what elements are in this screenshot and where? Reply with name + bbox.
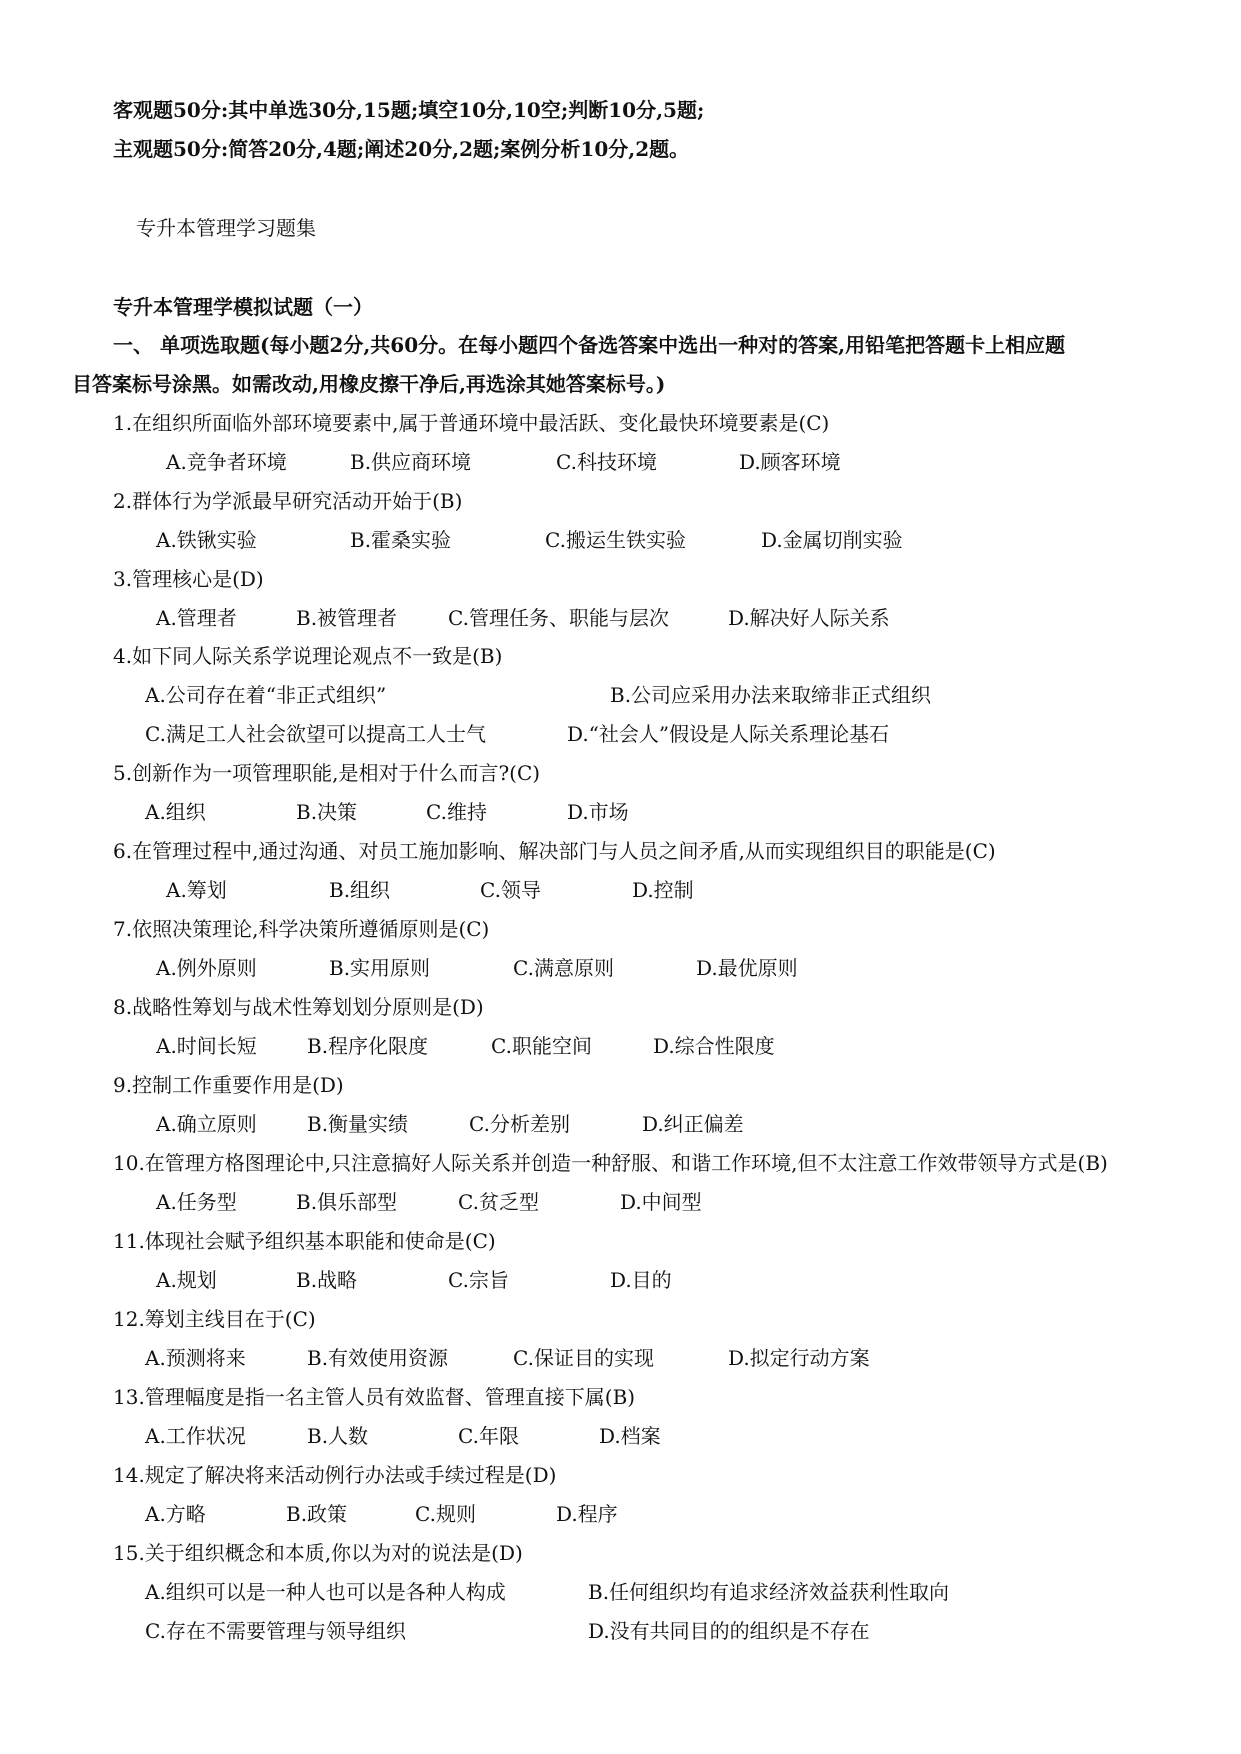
option-c: C.分析差别: [469, 1112, 570, 1136]
option-b: B.实用原则: [329, 956, 431, 980]
option-d: D.市场: [567, 800, 629, 824]
question-stem: 15.关于组织概念和本质,你以为对的说法是(D): [113, 1541, 523, 1565]
option-c: C.领导: [480, 878, 541, 902]
question-stem: 8.战略性筹划与战术性筹划划分原则是(D): [113, 995, 484, 1019]
score-summary-objective: 客观题50分:其中单选30分,15题;填空10分,10空;判断10分,5题;: [113, 98, 705, 122]
option-a: A.工作状况: [145, 1424, 246, 1448]
option-c: C.年限: [458, 1424, 519, 1448]
option-c: C.维持: [426, 800, 487, 824]
question-stem: 14.规定了解决将来活动例行办法或手续过程是(D): [113, 1463, 557, 1487]
option-b: B.有效使用资源: [307, 1346, 449, 1370]
question-stem: 6.在管理过程中,通过沟通、对员工施加影响、解决部门与人员之间矛盾,从而实现组织目的职能是(C): [113, 839, 996, 863]
option-a: A.确立原则: [156, 1112, 257, 1136]
option-c: C.职能空间: [491, 1034, 592, 1058]
option-a: A.时间长短: [156, 1034, 257, 1058]
option-d: D.综合性限度: [653, 1034, 775, 1058]
option-a: A.组织: [145, 800, 206, 824]
question-stem: 12.筹划主线目在于(C): [113, 1307, 316, 1331]
option-d: D.顾客环境: [739, 450, 841, 474]
question-stem: 10.在管理方格图理论中,只注意搞好人际关系并创造一种舒服、和谐工作环境,但不太注意工作效带领导方式是(B): [113, 1151, 1108, 1175]
option-b: B.俱乐部型: [296, 1190, 398, 1214]
option-a: A.管理者: [156, 606, 237, 630]
option-a: A.筹划: [166, 878, 227, 902]
question-stem: 5.创新作为一项管理职能,是相对于什么而言?(C): [113, 761, 541, 785]
option-c: C.科技环境: [556, 450, 657, 474]
question-stem: 2.群体行为学派最早研究活动开始于(B): [113, 489, 463, 513]
section-instructions-line2: 目答案标号涂黑。如需改动,用橡皮擦干净后,再选涂其她答案标号。): [72, 372, 666, 396]
score-summary-subjective: 主观题50分:简答20分,4题;阐述20分,2题;案例分析10分,2题。: [113, 137, 690, 161]
option-d: D.拟定行动方案: [728, 1346, 870, 1370]
option-b: B.供应商环境: [350, 450, 472, 474]
option-a: A.组织可以是一种人也可以是各种人构成: [145, 1580, 506, 1604]
option-c: C.搬运生铁实验: [545, 528, 686, 552]
collection-title: 专升本管理学习题集: [136, 216, 316, 240]
option-d: D.档案: [599, 1424, 661, 1448]
option-b: B.公司应采用办法来取缔非正式组织: [610, 683, 932, 707]
option-c: C.宗旨: [448, 1268, 509, 1292]
option-d: D.没有共同目的的组织是不存在: [588, 1619, 870, 1643]
option-b: B.政策: [286, 1502, 348, 1526]
question-stem: 7.依照决策理论,科学决策所遵循原则是(C): [113, 917, 490, 941]
option-b: B.决策: [296, 800, 358, 824]
exam-title: 专升本管理学模拟试题（一）: [113, 295, 373, 319]
question-stem: 13.管理幅度是指一名主管人员有效监督、管理直接下属(B): [113, 1385, 636, 1409]
option-b: B.霍桑实验: [350, 528, 452, 552]
option-d: D.最优原则: [696, 956, 798, 980]
option-a: A.方略: [145, 1502, 206, 1526]
option-c: C.规则: [415, 1502, 476, 1526]
option-d: D.纠正偏差: [642, 1112, 744, 1136]
option-d: D.“社会人”假设是人际关系理论基石: [567, 722, 890, 746]
option-b: B.任何组织均有追求经济效益获利性取向: [588, 1580, 950, 1604]
question-stem: 1.在组织所面临外部环境要素中,属于普通环境中最活跃、变化最快环境要素是(C): [113, 411, 830, 435]
option-c: C.满足工人社会欲望可以提高工人士气: [145, 722, 486, 746]
option-d: D.解决好人际关系: [728, 606, 890, 630]
option-a: A.预测将来: [145, 1346, 246, 1370]
question-stem: 11.体现社会赋予组织基本职能和使命是(C): [113, 1229, 496, 1253]
option-d: D.目的: [610, 1268, 672, 1292]
option-a: A.规划: [156, 1268, 217, 1292]
option-a: A.竞争者环境: [166, 450, 287, 474]
option-b: B.战略: [296, 1268, 358, 1292]
question-stem: 4.如下同人际关系学说理论观点不一致是(B): [113, 644, 503, 668]
option-b: B.程序化限度: [307, 1034, 429, 1058]
option-a: A.任务型: [156, 1190, 237, 1214]
option-d: D.金属切削实验: [761, 528, 903, 552]
question-stem: 9.控制工作重要作用是(D): [113, 1073, 344, 1097]
option-b: B.组织: [329, 878, 391, 902]
option-a: A.公司存在着“非正式组织”: [145, 683, 387, 707]
question-stem: 3.管理核心是(D): [113, 567, 264, 591]
option-c: C.管理任务、职能与层次: [448, 606, 669, 630]
option-b: B.被管理者: [296, 606, 398, 630]
option-c: C.贫乏型: [458, 1190, 539, 1214]
option-c: C.存在不需要管理与领导组织: [145, 1619, 406, 1643]
option-b: B.衡量实绩: [307, 1112, 409, 1136]
option-c: C.保证目的实现: [513, 1346, 654, 1370]
option-d: D.中间型: [620, 1190, 702, 1214]
option-a: A.例外原则: [156, 956, 257, 980]
option-c: C.满意原则: [513, 956, 614, 980]
option-d: D.程序: [556, 1502, 618, 1526]
option-a: A.铁锹实验: [156, 528, 257, 552]
option-b: B.人数: [307, 1424, 369, 1448]
option-d: D.控制: [632, 878, 694, 902]
section-instructions-line1: 一、 单项选取题(每小题2分,共60分。在每小题四个备选答案中选出一种对的答案,用铅笔把答题卡上相应题: [113, 333, 1066, 357]
